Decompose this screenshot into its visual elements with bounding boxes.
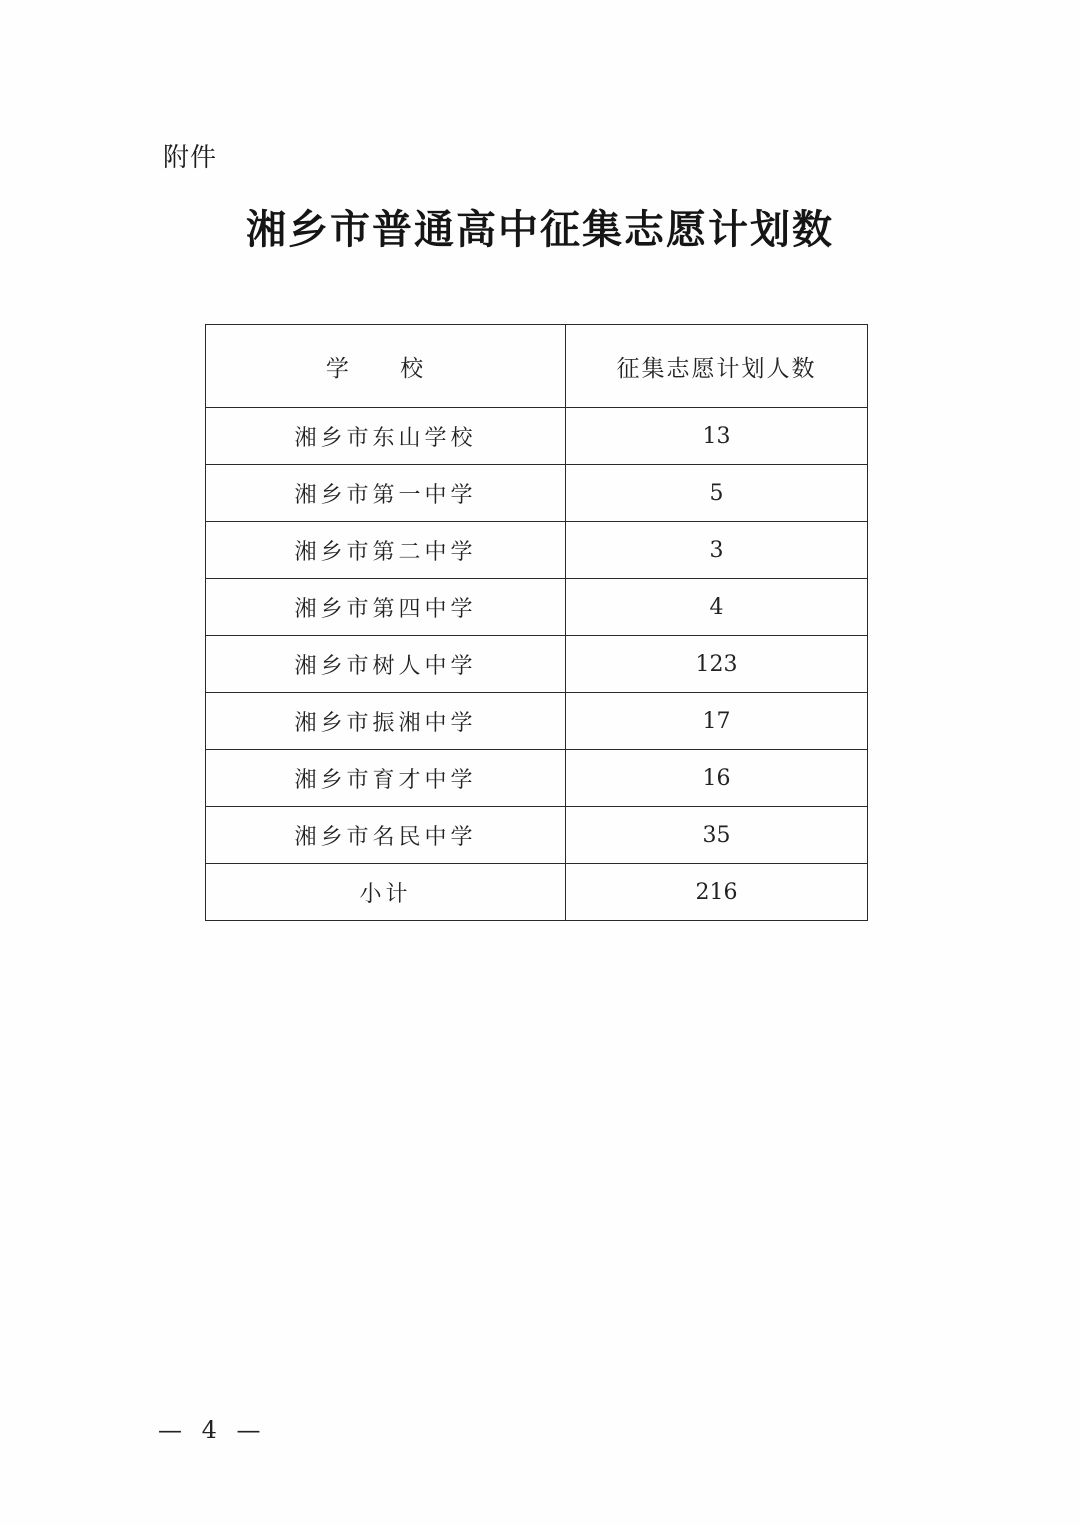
document-title: 湘乡市普通高中征集志愿计划数 (246, 206, 834, 253)
plan-table (205, 324, 868, 921)
table-row (206, 693, 868, 750)
school-name: 湘乡市第一中学 (206, 465, 566, 522)
school-name: 湘乡市树人中学 (206, 636, 566, 693)
table-row (206, 636, 868, 693)
plan-count: 4 (566, 579, 868, 636)
school-name: 湘乡市振湘中学 (206, 693, 566, 750)
table-header-row (206, 325, 868, 408)
page-number: — 4 — (158, 1416, 267, 1444)
table-row (206, 408, 868, 465)
school-name: 湘乡市第四中学 (206, 579, 566, 636)
plan-count: 17 (566, 693, 868, 750)
table-row (206, 522, 868, 579)
table-row (206, 579, 868, 636)
table-total-row (206, 864, 868, 921)
school-name: 湘乡市东山学校 (206, 408, 566, 465)
table-row (206, 750, 868, 807)
plan-count: 3 (566, 522, 868, 579)
column-header-count: 征集志愿计划人数 (566, 325, 868, 408)
school-name: 湘乡市名民中学 (206, 807, 566, 864)
table-row (206, 807, 868, 864)
total-label: 小计 (206, 864, 566, 921)
plan-count: 123 (566, 636, 868, 693)
plan-count: 5 (566, 465, 868, 522)
plan-count: 35 (566, 807, 868, 864)
attachment-label: 附件 (163, 143, 218, 173)
column-header-school: 学 校 (206, 325, 566, 408)
table-row (206, 465, 868, 522)
school-name: 湘乡市第二中学 (206, 522, 566, 579)
school-name: 湘乡市育才中学 (206, 750, 566, 807)
plan-count: 13 (566, 408, 868, 465)
plan-count: 16 (566, 750, 868, 807)
total-count: 216 (566, 864, 868, 921)
